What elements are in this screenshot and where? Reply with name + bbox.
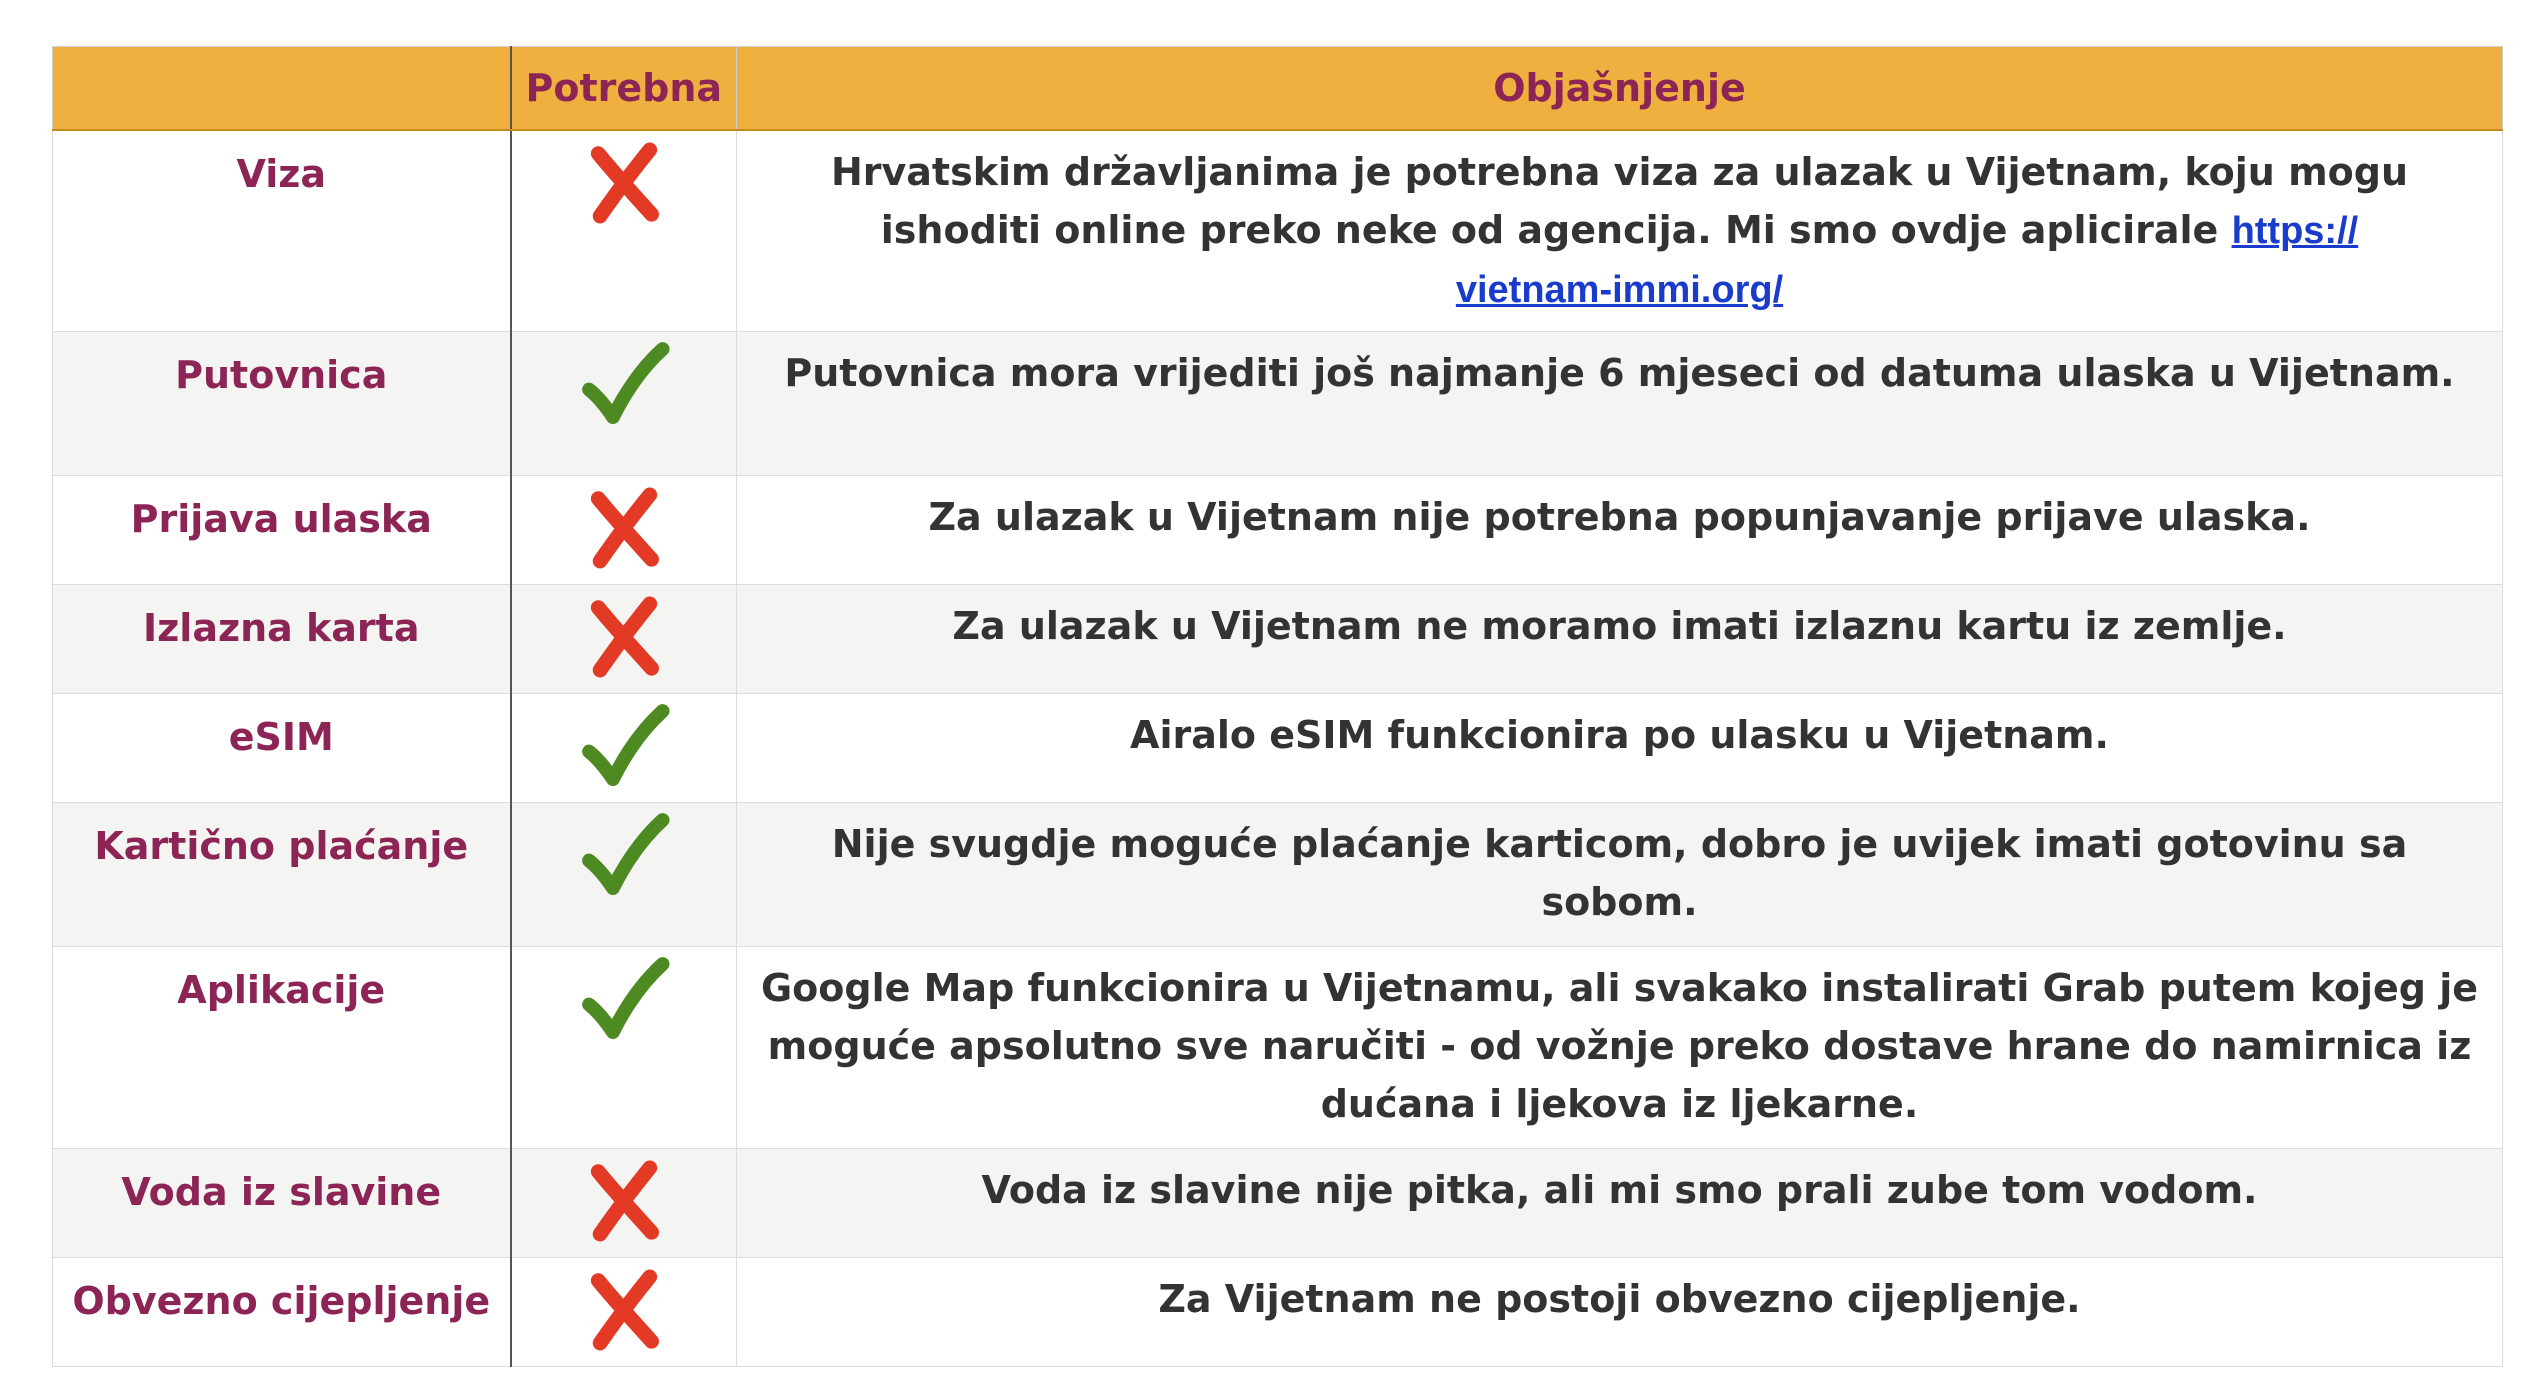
- cross-icon: [578, 1264, 670, 1356]
- table-row: [53, 476, 2503, 585]
- explanation-text: Hrvatskim državljanima je potrebna viza za ulazak u Vijetnam, koju mogu ishoditi online preko neke od agencija. Mi smo ovdje aplicirale: [830, 150, 2409, 252]
- required-cell: [511, 476, 737, 585]
- row-label: Putovnica: [53, 332, 511, 476]
- required-cell: [511, 694, 737, 803]
- table-row: [53, 947, 2503, 1149]
- header-required: Potrebna: [511, 47, 737, 131]
- table-row: [53, 1149, 2503, 1258]
- required-cell: [511, 1149, 737, 1258]
- table-header-row: [53, 47, 2503, 131]
- check-icon: [578, 338, 670, 430]
- table-row: [53, 1258, 2503, 1367]
- requirements-table-wrapper: [52, 46, 2502, 1367]
- required-cell: [511, 947, 737, 1149]
- required-cell: [511, 1258, 737, 1367]
- table-row: [53, 694, 2503, 803]
- row-label: eSIM: [53, 694, 511, 803]
- required-cell: [511, 130, 737, 332]
- row-label: Aplikacije: [53, 947, 511, 1149]
- cross-icon: [578, 591, 670, 683]
- cross-icon: [578, 482, 670, 574]
- row-label: Prijava ulaska: [53, 476, 511, 585]
- row-explanation: Nije svugdje moguće plaćanje karticom, dobro je uvijek imati gotovinu sa sobom.: [737, 803, 2503, 947]
- table-row: [53, 803, 2503, 947]
- row-explanation: Airalo eSIM funkcionira po ulasku u Vijetnam.: [737, 694, 2503, 803]
- row-explanation: [737, 130, 2503, 332]
- row-explanation: Za ulazak u Vijetnam ne moramo imati izlaznu kartu iz zemlje.: [737, 585, 2503, 694]
- cross-icon: [578, 137, 670, 229]
- row-label: Izlazna karta: [53, 585, 511, 694]
- row-explanation: Putovnica mora vrijediti još najmanje 6 mjeseci od datuma ulaska u Vijetnam.: [737, 332, 2503, 476]
- table-row: [53, 130, 2503, 332]
- check-icon: [578, 700, 670, 792]
- row-label: Voda iz slavine: [53, 1149, 511, 1258]
- row-explanation: Voda iz slavine nije pitka, ali mi smo prali zube tom vodom.: [737, 1149, 2503, 1258]
- required-cell: [511, 585, 737, 694]
- row-explanation: Google Map funkcionira u Vijetnamu, ali svakako instalirati Grab putem kojeg je moguće apsolutno sve naručiti - od vožnje preko dostave hrane do namirnica iz dućana i ljekova iz ljekarne.: [737, 947, 2503, 1149]
- row-label: Viza: [53, 130, 511, 332]
- check-icon: [578, 953, 670, 1045]
- cross-icon: [578, 1155, 670, 1247]
- header-category: [53, 47, 511, 131]
- check-icon: [578, 809, 670, 901]
- table-row: [53, 585, 2503, 694]
- row-explanation: Za ulazak u Vijetnam nije potrebna popunjavanje prijave ulaska.: [737, 476, 2503, 585]
- row-label: Obvezno cijepljenje: [53, 1258, 511, 1367]
- row-label: Kartično plaćanje: [53, 803, 511, 947]
- header-explanation: Objašnjenje: [737, 47, 2503, 131]
- table-row: [53, 332, 2503, 476]
- row-explanation: Za Vijetnam ne postoji obvezno cijepljenje.: [737, 1258, 2503, 1367]
- requirements-table: [52, 46, 2503, 1367]
- required-cell: [511, 332, 737, 476]
- required-cell: [511, 803, 737, 947]
- link-text-part2: vietnam-immi.org/: [1455, 269, 1784, 311]
- link-text-part1: https://: [2231, 210, 2359, 252]
